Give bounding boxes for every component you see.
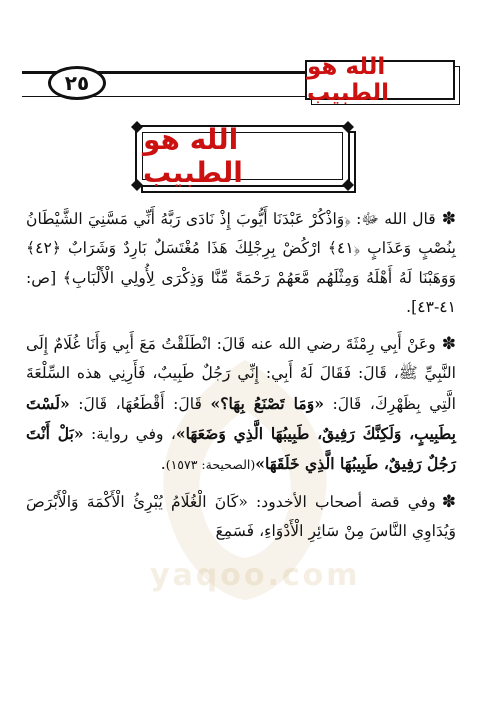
paragraph-text: ، وفي رواية: — [83, 425, 176, 444]
hadith-quote: «بَلْ أَنْتَ رَجُلٌ رَفِيقٌ، طَبِيبُهَا الَّذِي خَلَقَهَا» — [26, 424, 456, 474]
paragraph-text: وفي قصة أصحاب الأخدود: «كَانَ الْغُلَامُ يُبْرِئُ الْأَكْمَهَ وَالْأَبْرَصَ وَيُدَاوِي النَّاسَ مِنْ سَائِرِ الْأَدْوَاءِ، فَسَمِعَ — [26, 492, 456, 540]
running-title-box — [305, 54, 455, 106]
page-body — [26, 205, 456, 546]
hadith-quote: «لَسْتَ بِطَبِيبٍ، وَلَكِنَّكَ رَفِيقٌ، طَبِيبُهَا الَّذِي وَضَعَهَا» — [26, 393, 457, 444]
paragraph-hadith-abu-rimtha — [26, 330, 456, 479]
flower-bullet-icon: ✽ — [441, 209, 456, 229]
paragraph-text: وعَنْ أَبِي رِمْثَةَ رضي الله عنه قَالَ: انْطَلَقْتُ مَعَ أَبِي وَأَنَا غُلَامٌ إِلَى النَّبِيِّ ﷺ، قَالَ: فَقَالَ لَهُ أَبِي: إِنِّي رَجُلٌ طَبِيبٌ، فَأَرِنِي هذه السِّلْعَةَ الَّتِي بِظَهْرِكَ، قَالَ: — [26, 335, 456, 413]
paragraph-quran-ayyub — [26, 205, 456, 322]
hadith-quote: «وَمَا تَصْنَعُ بِهَا؟» — [210, 393, 325, 413]
paragraph-ukhdud — [26, 488, 456, 547]
corner-ornament-icon — [342, 179, 354, 191]
corner-ornament-icon — [131, 179, 143, 191]
source-reference: (الصحيحة: ١٥٧٣) — [165, 457, 256, 473]
page-number: ٢٥ — [48, 66, 106, 100]
paragraph-text: قَالَ: أَقْطَعُهَا، قَالَ: — [69, 394, 211, 413]
flower-bullet-icon: ✽ — [441, 491, 456, 512]
watermark-text: yaqoo.com — [150, 558, 361, 593]
running-title: الله هو الطبيب — [307, 54, 390, 106]
flower-bullet-icon: ✽ — [441, 334, 456, 355]
paragraph-text: قال الله ﷻ: ﴿وَاذْكُرْ عَبْدَنَا أَيُّوبَ إِذْ نَادَى رَبَّهُ أَنِّي مَسَّنِيَ الشَّيْطَانُ بِنُصْبٍ وَعَذَابٍ ﴿٤١﴾ ارْكُضْ بِرِجْلِكَ هَذَا مُغْتَسَلٌ بَارِدٌ وَشَرَابٌ ﴿٤٢﴾ وَوَهَبْنَا لَهُ أَهْلَهُ وَمِثْلَهُم مَّعَهُمْ رَحْمَةً مِّنَّا وَذِكْرَى لِأُولِي الْأَلْبَابِ﴾ [ص: ٤١-٤٣]. — [26, 210, 456, 316]
chapter-title-inner — [142, 123, 343, 189]
corner-ornament-icon — [131, 121, 143, 133]
chapter-title-frame — [135, 125, 350, 187]
chapter-title: الله هو الطبيب — [143, 123, 243, 189]
corner-ornament-icon — [342, 121, 354, 133]
paragraph-end: . — [160, 455, 166, 474]
